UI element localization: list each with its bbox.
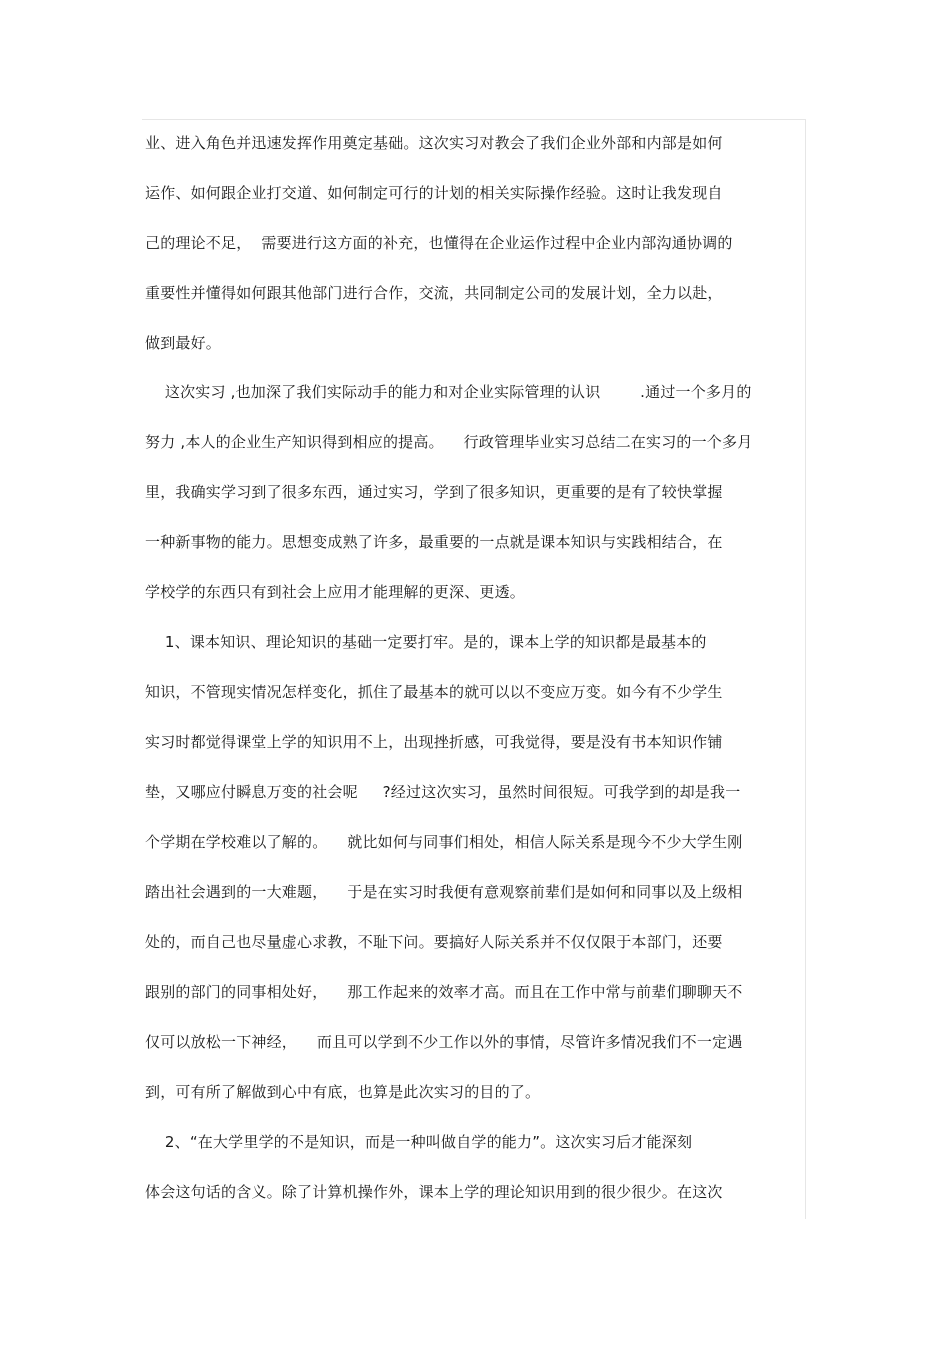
text-line: 垫，又哪应付瞬息万变的社会呢 ?经过这次实习，虽然时间很短。可我学到的却是我一 <box>145 783 741 801</box>
text-line: 实习时都觉得课堂上学的知识用不上，出现挫折感，可我觉得，要是没有书本知识作铺 <box>145 733 723 751</box>
text-line: 个学期在学校难以了解的。 就比如何与同事们相处，相信人际关系是现今不少大学生刚 <box>145 833 743 851</box>
text-line: 努力 ,本人的企业生产知识得到相应的提高。 行政管理毕业实习总结二在实习的一个多月 <box>145 433 753 451</box>
text-line: 体会这句话的含义。除了计算机操作外，课本上学的理论知识用到的很少很少。在这次 <box>145 1183 723 1201</box>
text-line: 这次实习 ,也加深了我们实际动手的能力和对企业实际管理的认识 .通过一个多月的 <box>145 383 752 401</box>
text-line: 处的，而自己也尽量虚心求教，不耻下问。要搞好人际关系并不仅仅限于本部门，还要 <box>145 933 723 951</box>
text-line: 1、课本知识、理论知识的基础一定要打牢。是的，课本上学的知识都是最基本的 <box>145 633 707 651</box>
text-line: 一种新事物的能力。思想变成熟了许多，最重要的一点就是课本知识与实践相结合，在 <box>145 533 723 551</box>
text-line: 重要性并懂得如何跟其他部门进行合作，交流，共同制定公司的发展计划，全力以赴， <box>145 284 723 302</box>
text-line: 跟别的部门的同事相处好， 那工作起来的效率才高。而且在工作中常与前辈们聊聊天不 <box>145 983 743 1001</box>
text-line: 里，我确实学习到了很多东西，通过实习，学到了很多知识，更重要的是有了较快掌握 <box>145 483 723 501</box>
text-line: 踏出社会遇到的一大难题， 于是在实习时我便有意观察前辈们是如何和同事以及上级相 <box>145 883 743 901</box>
text-line: 做到最好。 <box>145 334 222 352</box>
text-line: 知识，不管现实情况怎样变化，抓住了最基本的就可以以不变应万变。如今有不少学生 <box>145 683 723 701</box>
text-line: 业、进入角色并迅速发挥作用奠定基础。这次实习对教会了我们企业外部和内部是如何 <box>145 134 723 152</box>
text-line: 到，可有所了解做到心中有底，也算是此次实习的目的了。 <box>145 1083 541 1101</box>
text-line: 运作、如何跟企业打交道、如何制定可行的计划的相关实际操作经验。这时让我发现自 <box>145 184 723 202</box>
text-line: 学校学的东西只有到社会上应用才能理解的更深、更透。 <box>145 583 526 601</box>
text-line: 己的理论不足， 需要进行这方面的补充，也懂得在企业运作过程中企业内部沟通协调的 <box>145 234 733 252</box>
text-line: 2、“在大学里学的不是知识，而是一种叫做自学的能力”。这次实习后才能深刻 <box>145 1133 693 1151</box>
text-line: 仅可以放松一下神经， 而且可以学到不少工作以外的事情，尽管许多情况我们不一定遇 <box>145 1033 743 1051</box>
